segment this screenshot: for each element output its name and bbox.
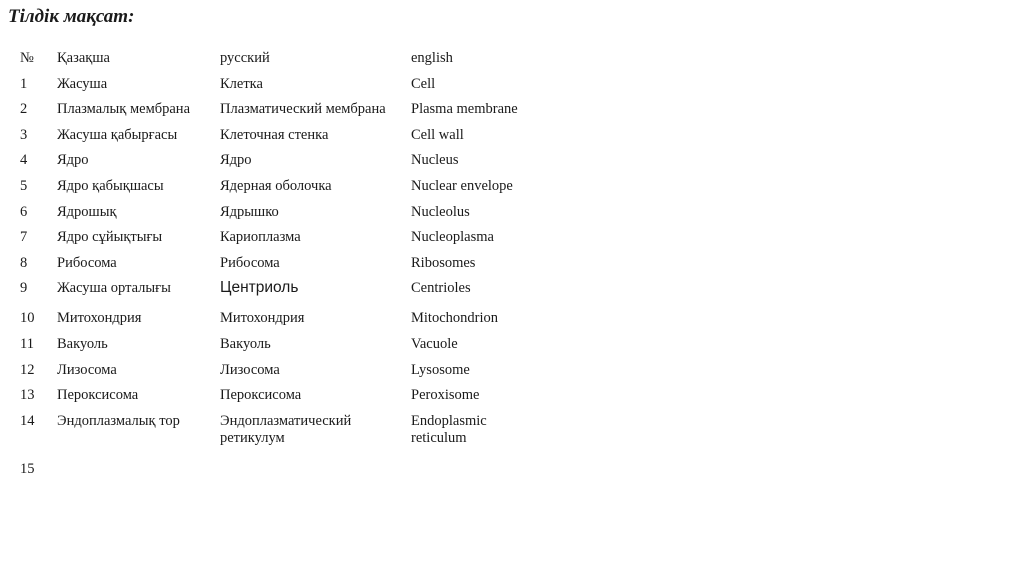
row-num: 12	[20, 361, 35, 378]
table-row	[16, 383, 551, 409]
table-row	[16, 225, 551, 251]
table-row	[16, 409, 551, 457]
term-english	[411, 409, 551, 457]
row-num: 15	[20, 460, 35, 477]
term-english: Nucleus	[411, 152, 459, 169]
term-english: Lysosome	[411, 361, 470, 378]
vocabulary-table	[16, 46, 551, 483]
table-row	[16, 148, 551, 174]
table-row	[16, 276, 551, 306]
row-num: 1	[20, 75, 28, 92]
term-kazakh: Жасуша қабырғасы	[57, 126, 178, 143]
term-russian: Вакуоль	[220, 335, 271, 352]
term-english: Ribosomes	[411, 254, 476, 271]
table-row	[16, 200, 551, 226]
term-kazakh: Лизосома	[57, 361, 117, 378]
term-english-line-2: reticulum	[411, 429, 467, 446]
term-english: Cell	[411, 75, 436, 92]
row-num: 11	[20, 335, 34, 352]
term-english-line-1: Endoplasmic	[411, 412, 487, 429]
term-english: Plasma membrane	[411, 101, 518, 118]
table-row	[16, 358, 551, 384]
term-russian: Плазматический мембрана	[220, 101, 386, 118]
term-english: Mitochondrion	[411, 310, 498, 327]
row-num: 7	[20, 229, 28, 246]
table-row	[16, 123, 551, 149]
term-kazakh: Ядро	[57, 152, 89, 169]
term-russian: Ядерная оболочка	[220, 177, 332, 194]
header-kazakh: Қазақша	[57, 50, 110, 66]
row-num: 10	[20, 310, 35, 327]
term-kazakh: Ядро қабықшасы	[57, 177, 164, 194]
row-num: 8	[20, 254, 28, 271]
table-row	[16, 72, 551, 98]
term-english	[411, 457, 551, 483]
header-num: №	[20, 50, 34, 66]
row-num: 5	[20, 177, 28, 194]
term-kazakh	[57, 457, 220, 483]
term-english: Vacuole	[411, 335, 458, 352]
row-num: 14	[20, 412, 35, 429]
term-kazakh: Жасуша орталығы	[57, 280, 171, 297]
row-num: 3	[20, 126, 28, 143]
term-russian: Ядро	[220, 152, 252, 169]
term-russian: Рибосома	[220, 254, 280, 271]
row-num: 9	[20, 280, 28, 297]
row-num: 4	[20, 152, 28, 169]
term-kazakh: Пероксисома	[57, 387, 139, 404]
header-english: english	[411, 50, 453, 66]
term-kazakh: Плазмалық мембрана	[57, 101, 190, 118]
term-russian: Центриоль	[220, 279, 299, 297]
term-kazakh: Вакуоль	[57, 335, 108, 352]
term-kazakh: Ядро сұйықтығы	[57, 229, 163, 246]
term-english: Nucleoplasma	[411, 229, 494, 246]
term-kazakh: Митохондрия	[57, 310, 142, 327]
term-russian: Кариоплазма	[220, 229, 301, 246]
table-row	[16, 332, 551, 358]
table-header-row	[16, 46, 551, 72]
page-title: Тілдік мақсат:	[8, 6, 135, 27]
term-russian	[220, 409, 411, 457]
term-russian: Лизосома	[220, 361, 280, 378]
table-row	[16, 251, 551, 277]
term-english: Peroxisome	[411, 387, 480, 404]
term-russian: Пероксисома	[220, 387, 302, 404]
table-row	[16, 306, 551, 332]
table-row	[16, 174, 551, 200]
term-kazakh: Эндоплазмалық тор	[57, 412, 180, 429]
term-russian-line-2: ретикулум	[220, 429, 285, 446]
term-russian: Клеточная стенка	[220, 126, 329, 143]
row-num: 2	[20, 101, 28, 118]
term-kazakh: Рибосома	[57, 254, 117, 271]
row-num: 6	[20, 203, 28, 220]
row-num: 13	[20, 387, 35, 404]
term-english: Nuclear envelope	[411, 177, 513, 194]
term-russian: Митохондрия	[220, 310, 305, 327]
term-russian: Клетка	[220, 75, 263, 92]
term-english: Nucleolus	[411, 203, 470, 220]
table-row	[16, 457, 551, 483]
term-kazakh: Ядрошық	[57, 203, 117, 220]
table-row	[16, 97, 551, 123]
term-english: Cell wall	[411, 126, 464, 143]
term-russian: Ядрышко	[220, 203, 279, 220]
header-russian: русский	[220, 50, 270, 66]
term-english: Centrioles	[411, 280, 471, 297]
term-russian	[220, 457, 411, 483]
term-russian-line-1: Эндоплазматический	[220, 412, 352, 429]
term-kazakh: Жасуша	[57, 75, 108, 92]
